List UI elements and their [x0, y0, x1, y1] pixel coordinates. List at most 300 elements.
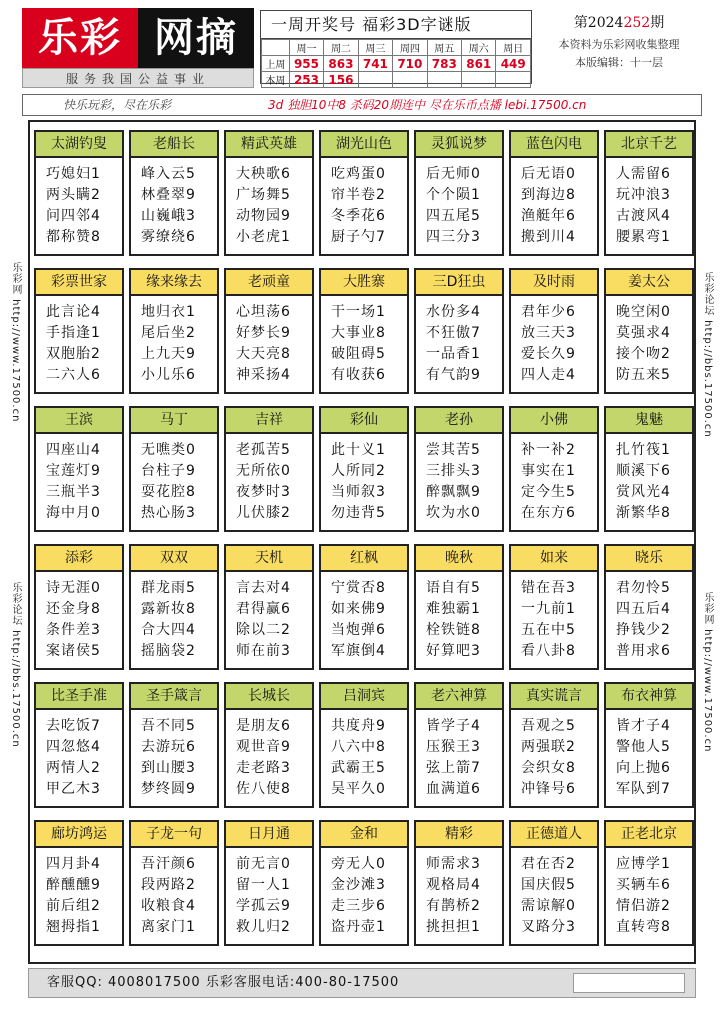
draw-table [261, 39, 531, 88]
card-body [511, 158, 597, 248]
riddle-line: 动物园9 [236, 208, 291, 224]
issue-note-source: 本资料为乐彩网收集整理 [558, 38, 680, 51]
riddle-line: 帘半卷2 [331, 187, 386, 203]
riddle-line: 问四邻4 [46, 208, 101, 224]
riddle-line: 栓铁链8 [426, 622, 481, 638]
card-body [321, 710, 407, 800]
riddle-line: 山巍峨3 [141, 208, 196, 224]
riddle-line: 合大四4 [141, 622, 196, 638]
riddle-line: 无所依0 [236, 463, 291, 479]
riddle-card [34, 406, 124, 532]
riddle-line: 渔艇年6 [521, 208, 576, 224]
card-author-title: 姜太公 [606, 270, 692, 296]
card-body [131, 572, 217, 662]
day-label: 周五 [427, 40, 461, 56]
riddle-line: 雾缭绕6 [141, 229, 196, 245]
riddle-line: 水份多4 [426, 304, 481, 320]
riddle-line: 台柱子9 [141, 463, 196, 479]
riddle-line: 巧媳妇1 [46, 166, 101, 182]
card-author-title: 圣手箴言 [131, 684, 217, 710]
riddle-card [129, 544, 219, 670]
riddle-line: 三瓶半3 [46, 484, 101, 500]
riddle-line: 有收获6 [331, 367, 386, 383]
riddle-line: 国庆假5 [521, 877, 576, 893]
footer-blank-box [573, 973, 685, 993]
riddle-line: 赏风光4 [616, 484, 671, 500]
riddle-line: 事实在1 [521, 463, 576, 479]
draw-number: 253 [289, 72, 323, 88]
riddle-line: 一九前1 [521, 601, 576, 617]
footer-bar [28, 968, 696, 998]
customer-service-text: 客服QQ: 4008017500 乐彩客服电话:400-80-17500 [47, 975, 400, 990]
riddle-line: 一品香1 [426, 346, 481, 362]
riddle-card [34, 130, 124, 256]
card-author-title: 灵狐说梦 [416, 132, 502, 158]
card-body [36, 572, 122, 662]
riddle-card [319, 820, 409, 946]
riddle-line: 人所同2 [331, 463, 386, 479]
tagline-right[interactable]: 3d 独胆10中8 杀码20期连中 尽在乐币点播 lebi.17500.cn [268, 98, 587, 112]
riddle-line: 君勿怜5 [616, 580, 671, 596]
riddle-card [224, 820, 314, 946]
card-body [131, 296, 217, 386]
riddle-card [319, 130, 409, 256]
card-author-title: 日月通 [226, 822, 312, 848]
riddle-line: 峰入云5 [141, 166, 196, 182]
day-label: 周六 [462, 40, 496, 56]
draw-number [462, 72, 496, 88]
card-body [226, 710, 312, 800]
card-body [511, 434, 597, 524]
card-author-title: 红枫 [321, 546, 407, 572]
riddle-card [319, 268, 409, 394]
riddle-line: 小儿乐6 [141, 367, 196, 383]
issue-note-editor: 本版编辑：十一层 [575, 56, 663, 69]
riddle-card [604, 130, 694, 256]
riddle-line: 共度舟9 [331, 718, 386, 734]
draw-corner [262, 40, 290, 56]
riddle-line: 不狂傲7 [426, 325, 481, 341]
draw-number: 449 [496, 56, 531, 72]
card-body [416, 572, 502, 662]
riddle-line: 醉醺醺9 [46, 877, 101, 893]
riddle-line: 玩冲浪3 [616, 187, 671, 203]
card-body [606, 296, 692, 386]
side-label-right-bottom: 乐彩网 http://www.17500.cn [702, 592, 713, 753]
riddle-line: 四座山4 [46, 442, 101, 458]
riddle-line: 军旗倒4 [331, 643, 386, 659]
riddle-line: 走三步6 [331, 898, 386, 914]
riddle-line: 神采扬4 [236, 367, 291, 383]
card-body [606, 848, 692, 938]
riddle-line: 救儿归2 [236, 919, 291, 935]
riddle-line: 大事业8 [331, 325, 386, 341]
riddle-line: 皆学子4 [426, 718, 481, 734]
card-body [606, 710, 692, 800]
card-body [511, 848, 597, 938]
card-author-title: 精彩 [416, 822, 502, 848]
card-author-title: 吉祥 [226, 408, 312, 434]
card-author-title: 布衣神算 [606, 684, 692, 710]
riddle-line: 群龙雨5 [141, 580, 196, 596]
riddle-line: 吴平久0 [331, 781, 386, 797]
riddle-line: 还金身8 [46, 601, 101, 617]
draw-number: 863 [324, 56, 358, 72]
issue-number [536, 10, 702, 36]
riddle-line: 当炮弹6 [331, 622, 386, 638]
card-body [131, 434, 217, 524]
riddle-line: 应博学1 [616, 856, 671, 872]
tagline-bar [22, 94, 702, 116]
riddle-card [414, 544, 504, 670]
card-body [511, 710, 597, 800]
tagline-left: 快乐玩彩，尽在乐彩 [63, 98, 172, 112]
card-body [416, 434, 502, 524]
riddle-line: 收粮食4 [141, 898, 196, 914]
draw-number: 861 [462, 56, 496, 72]
riddle-card [224, 682, 314, 808]
card-author-title: 北京千艺 [606, 132, 692, 158]
draw-number [393, 72, 427, 88]
riddle-card [224, 130, 314, 256]
riddle-card [224, 268, 314, 394]
riddle-line: 到海边8 [521, 187, 576, 203]
riddle-line: 四三分3 [426, 229, 481, 245]
riddle-line: 上九天9 [141, 346, 196, 362]
riddle-card [509, 682, 599, 808]
riddle-line: 手指逢1 [46, 325, 101, 341]
card-author-title: 廊坊鸿运 [36, 822, 122, 848]
card-author-title: 王滨 [36, 408, 122, 434]
riddle-line: 莫强求4 [616, 325, 671, 341]
riddle-line: 警他人5 [616, 739, 671, 755]
riddle-line: 师需求3 [426, 856, 481, 872]
riddle-line: 人需留6 [616, 166, 671, 182]
riddle-line: 耍花腔8 [141, 484, 196, 500]
card-body [416, 848, 502, 938]
riddle-line: 小老虎1 [236, 229, 291, 245]
draw-row-last-week [262, 56, 531, 72]
riddle-card [604, 406, 694, 532]
riddle-line: 四五尾5 [426, 208, 481, 224]
riddle-line: 前无言0 [236, 856, 291, 872]
riddle-line: 学孤云9 [236, 898, 291, 914]
riddle-line: 坎为水0 [426, 505, 481, 521]
riddle-line: 干一场1 [331, 304, 386, 320]
card-author-title: 老孙 [416, 408, 502, 434]
riddle-card [414, 682, 504, 808]
card-body [226, 158, 312, 248]
riddle-card [509, 544, 599, 670]
draw-number [358, 72, 392, 88]
riddle-line: 补一补2 [521, 442, 576, 458]
riddle-card [414, 820, 504, 946]
riddle-line: 勿违背5 [331, 505, 386, 521]
riddle-line: 腰累弯1 [616, 229, 671, 245]
card-body [606, 572, 692, 662]
riddle-line: 君得赢6 [236, 601, 291, 617]
riddle-card [129, 130, 219, 256]
riddle-line: 甲乙木3 [46, 781, 101, 797]
riddle-line: 个个陨1 [426, 187, 481, 203]
riddle-line: 爱长久9 [521, 346, 576, 362]
card-body [416, 710, 502, 800]
riddle-line: 四五后4 [616, 601, 671, 617]
riddle-line: 四人走4 [521, 367, 576, 383]
riddle-line: 皆才子4 [616, 718, 671, 734]
riddle-line: 顺溪下6 [616, 463, 671, 479]
riddle-card [319, 682, 409, 808]
card-body [36, 710, 122, 800]
riddle-line: 后无师0 [426, 166, 481, 182]
riddle-line: 金沙滩3 [331, 877, 386, 893]
riddle-line: 去游玩6 [141, 739, 196, 755]
weekly-draw-box [260, 10, 532, 87]
riddle-line: 当师叙3 [331, 484, 386, 500]
riddle-line: 前后组2 [46, 898, 101, 914]
draw-number: 741 [358, 56, 392, 72]
riddle-line: 言去对4 [236, 580, 291, 596]
riddle-line: 地归衣1 [141, 304, 196, 320]
riddle-line: 吃鸡蛋0 [331, 166, 386, 182]
riddle-line: 君年少6 [521, 304, 576, 320]
card-author-title: 蓝色闪电 [511, 132, 597, 158]
riddle-line: 大天亮8 [236, 346, 291, 362]
day-label: 周二 [324, 40, 358, 56]
card-body [226, 296, 312, 386]
riddle-line: 大秧歌6 [236, 166, 291, 182]
riddle-line: 离家门1 [141, 919, 196, 935]
riddle-card [34, 544, 124, 670]
card-body [321, 572, 407, 662]
draw-number: 955 [289, 56, 323, 72]
riddle-line: 向上抛6 [616, 760, 671, 776]
riddle-line: 夜梦时3 [236, 484, 291, 500]
riddle-line: 三排头3 [426, 463, 481, 479]
riddle-line: 是朋友6 [236, 718, 291, 734]
riddle-line: 观世音9 [236, 739, 291, 755]
riddle-card [509, 130, 599, 256]
card-author-title: 大胜寨 [321, 270, 407, 296]
riddle-line: 冲锋号6 [521, 781, 576, 797]
card-body [226, 848, 312, 938]
riddle-line: 放三天3 [521, 325, 576, 341]
draw-number [427, 72, 461, 88]
riddle-line: 需谅解0 [521, 898, 576, 914]
riddle-line: 段两路2 [141, 877, 196, 893]
riddle-line: 挣钱少2 [616, 622, 671, 638]
riddle-card [224, 406, 314, 532]
card-author-title: 鬼魅 [606, 408, 692, 434]
riddle-line: 好梦长9 [236, 325, 291, 341]
draw-number [496, 72, 531, 88]
draw-number: 156 [324, 72, 358, 88]
riddle-card [604, 820, 694, 946]
issue-box [536, 10, 702, 84]
riddle-line: 广场舞5 [236, 187, 291, 203]
draw-title: 一周开奖号 福彩3D字谜版 [261, 11, 531, 39]
card-body [511, 572, 597, 662]
card-author-title: 小佛 [511, 408, 597, 434]
riddle-line: 弦上箭7 [426, 760, 481, 776]
card-author-title: 彩仙 [321, 408, 407, 434]
card-body [36, 296, 122, 386]
card-author-title: 正德道人 [511, 822, 597, 848]
riddle-line: 二六人6 [46, 367, 101, 383]
riddle-line: 武霸王5 [331, 760, 386, 776]
card-author-title: 吕洞宾 [321, 684, 407, 710]
riddle-card [34, 268, 124, 394]
riddle-line: 古渡风4 [616, 208, 671, 224]
card-author-title: 老顽童 [226, 270, 312, 296]
riddle-line: 热心肠3 [141, 505, 196, 521]
card-author-title: 添彩 [36, 546, 122, 572]
riddle-line: 吾汗颜6 [141, 856, 196, 872]
riddle-line: 情侣游2 [616, 898, 671, 914]
riddle-line: 挑担担1 [426, 919, 481, 935]
card-author-title: 及时雨 [511, 270, 597, 296]
draw-number: 710 [393, 56, 427, 72]
riddle-grid [10, 120, 713, 964]
card-author-title: 比圣手准 [36, 684, 122, 710]
riddle-line: 醉飘飘9 [426, 484, 481, 500]
riddle-line: 老孤苦5 [236, 442, 291, 458]
card-body [416, 158, 502, 248]
riddle-line: 诗无涯0 [46, 580, 101, 596]
riddle-line: 留一人1 [236, 877, 291, 893]
side-label-left-bottom: 乐彩论坛 http://bbs.17500.cn [10, 582, 21, 748]
riddle-line: 破阻碍5 [331, 346, 386, 362]
riddle-line: 四忽悠4 [46, 739, 101, 755]
riddle-line: 林叠翠9 [141, 187, 196, 203]
riddle-line: 到山腰3 [141, 760, 196, 776]
card-author-title: 晓乐 [606, 546, 692, 572]
riddle-line: 条件差3 [46, 622, 101, 638]
logo-black-text: 网摘 [138, 8, 254, 68]
riddle-line: 此言论4 [46, 304, 101, 320]
riddle-line: 两强联2 [521, 739, 576, 755]
riddle-line: 扎竹筏1 [616, 442, 671, 458]
card-body [321, 848, 407, 938]
riddle-line: 摇脑袋2 [141, 643, 196, 659]
riddle-line: 四月卦4 [46, 856, 101, 872]
riddle-line: 尝其苦5 [426, 442, 481, 458]
side-label-right-top: 乐彩论坛 http://bbs.17500.cn [702, 272, 713, 438]
riddle-line: 去吃饭7 [46, 718, 101, 734]
riddle-card [34, 820, 124, 946]
riddle-line: 案诸侯5 [46, 643, 101, 659]
riddle-line: 露新妆8 [141, 601, 196, 617]
riddle-card [319, 406, 409, 532]
day-label: 周日 [496, 40, 531, 56]
riddle-line: 心坦荡6 [236, 304, 291, 320]
day-label: 周一 [289, 40, 323, 56]
riddle-line: 盗丹壶1 [331, 919, 386, 935]
riddle-card [604, 544, 694, 670]
riddle-line: 如来佛9 [331, 601, 386, 617]
card-author-title: 金和 [321, 822, 407, 848]
riddle-line: 君在否2 [521, 856, 576, 872]
row-label: 本周 [262, 72, 290, 88]
card-body [36, 848, 122, 938]
card-author-title: 彩票世家 [36, 270, 122, 296]
riddle-line: 观格局4 [426, 877, 481, 893]
card-body [226, 434, 312, 524]
card-body [131, 710, 217, 800]
riddle-line: 后无语0 [521, 166, 576, 182]
day-label: 周三 [358, 40, 392, 56]
riddle-line: 厨子勺7 [331, 229, 386, 245]
row-label: 上周 [262, 56, 290, 72]
issue-suffix: 期 [650, 15, 665, 31]
riddle-line: 无噍类0 [141, 442, 196, 458]
side-label-left-top: 乐彩网 http://www.17500.cn [10, 262, 21, 423]
riddle-line: 有鹊桥2 [426, 898, 481, 914]
card-author-title: 三D狂虫 [416, 270, 502, 296]
riddle-line: 双胞胎2 [46, 346, 101, 362]
card-body [321, 158, 407, 248]
riddle-line: 冬季花6 [331, 208, 386, 224]
riddle-line: 普用求6 [616, 643, 671, 659]
riddle-line: 血满道6 [426, 781, 481, 797]
riddle-line: 叉路分3 [521, 919, 576, 935]
riddle-card [604, 268, 694, 394]
card-author-title: 马丁 [131, 408, 217, 434]
card-author-title: 真实谎言 [511, 684, 597, 710]
draw-row-this-week [262, 72, 531, 88]
riddle-line: 有气韵9 [426, 367, 481, 383]
riddle-line: 此十义1 [331, 442, 386, 458]
card-author-title: 晚秋 [416, 546, 502, 572]
card-body [131, 848, 217, 938]
riddle-line: 错在吾3 [521, 580, 576, 596]
card-author-title: 湖光山色 [321, 132, 407, 158]
card-body [321, 296, 407, 386]
riddle-line: 八六中8 [331, 739, 386, 755]
riddle-line: 防五来5 [616, 367, 671, 383]
riddle-line: 直转弯8 [616, 919, 671, 935]
riddle-line: 会织女8 [521, 760, 576, 776]
riddle-line: 海中月0 [46, 505, 101, 521]
card-author-title: 老船长 [131, 132, 217, 158]
riddle-line: 走老路3 [236, 760, 291, 776]
riddle-card [414, 268, 504, 394]
riddle-line: 尾后坐2 [141, 325, 196, 341]
riddle-line: 梦终圆9 [141, 781, 196, 797]
riddle-line: 宝莲灯9 [46, 463, 101, 479]
day-label: 周四 [393, 40, 427, 56]
card-author-title: 长城长 [226, 684, 312, 710]
card-author-title: 子龙一句 [131, 822, 217, 848]
riddle-line: 儿伏膝2 [236, 505, 291, 521]
riddle-line: 看八卦8 [521, 643, 576, 659]
riddle-card [129, 406, 219, 532]
riddle-line: 语自有5 [426, 580, 481, 596]
riddle-card [129, 820, 219, 946]
card-body [606, 434, 692, 524]
card-author-title: 太湖钓叟 [36, 132, 122, 158]
riddle-line: 吾观之5 [521, 718, 576, 734]
card-body [36, 158, 122, 248]
riddle-card [509, 820, 599, 946]
riddle-line: 两头瞒2 [46, 187, 101, 203]
card-author-title: 双双 [131, 546, 217, 572]
logo-slogan: 服务我国公益事业 [22, 68, 254, 88]
card-author-title: 如来 [511, 546, 597, 572]
draw-number: 783 [427, 56, 461, 72]
riddle-card [414, 406, 504, 532]
riddle-line: 接个吻2 [616, 346, 671, 362]
